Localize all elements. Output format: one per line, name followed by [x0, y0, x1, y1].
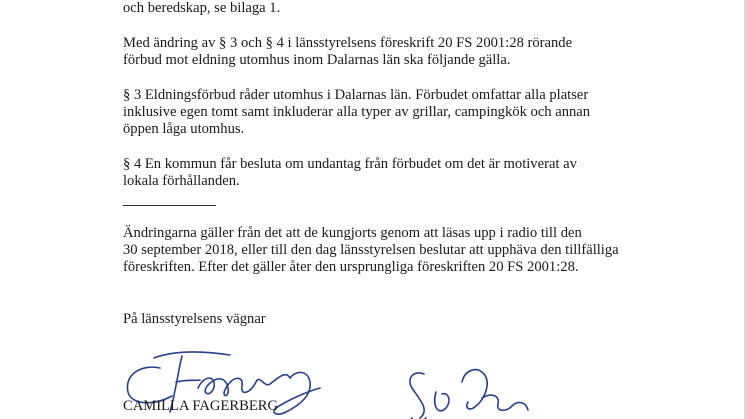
text-line-amendment-2: förbud mot eldning utomhus inom Dalarnas län ska följande gälla. [123, 52, 511, 68]
signature-second [402, 362, 542, 419]
text-line-signoff: På länsstyrelsens vägnar [123, 311, 266, 327]
text-line-bilaga: och beredskap, se bilaga 1. [123, 0, 281, 16]
text-line-section3-3: öppen låga utomhus. [123, 121, 245, 137]
text-line-section4-2: lokala förhållanden. [123, 173, 240, 189]
text-line-validity-3: föreskriften. Efter det gäller åter den ursprungliga föreskriften 20 FS 2001:28. [123, 259, 579, 275]
separator-rule [123, 205, 216, 206]
text-line-validity-1: Ändringarna gäller från det att de kungjorts genom att läsas upp i radio till den [123, 225, 582, 241]
signatory-name: CAMILLA FAGERBERG [123, 398, 279, 414]
text-line-amendment-1: Med ändring av § 3 och § 4 i länsstyrelsens föreskrift 20 FS 2001:28 rörande [123, 35, 573, 51]
text-line-validity-2: 30 september 2018, eller till den dag länsstyrelsen beslutar att upphäva den tillfälliga [123, 242, 619, 258]
text-line-section3-1: § 3 Eldningsförbud råder utomhus i Dalarnas län. Förbudet omfattar alla platser [123, 87, 589, 103]
text-line-section4-1: § 4 En kommun får besluta om undantag från förbudet om det är motiverat av [123, 156, 577, 172]
text-line-section3-2: inklusive egen tomt samt inkluderar alla typer av grillar, campingkök och annan [123, 104, 591, 120]
